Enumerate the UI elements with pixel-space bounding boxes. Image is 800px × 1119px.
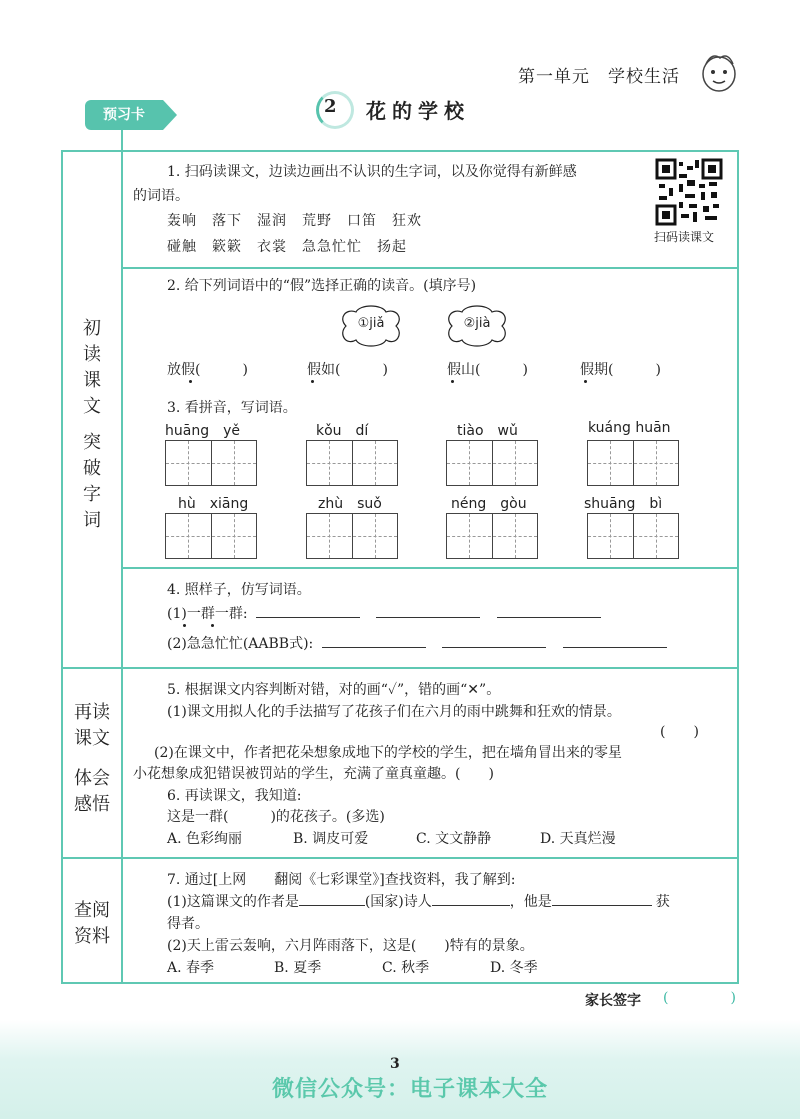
q7-option[interactable]: B. 夏季 (274, 960, 322, 976)
pinyin-label: hù xiāng (178, 496, 249, 512)
q5-answer-paren[interactable]: ( ) (660, 724, 699, 740)
writing-grid[interactable] (446, 513, 538, 559)
q2-item[interactable]: 假期( ) (580, 362, 661, 378)
q1-text-line1: 1. 扫码读课文，边读边画出不认识的生字词，以及你觉得有新鲜感 (167, 164, 577, 180)
pinyin-label: kǒu dí (316, 423, 369, 439)
qr-code-icon[interactable] (655, 158, 723, 226)
pinyin-label: kuáng huān (588, 420, 671, 436)
q6-option[interactable]: C. 文文静静 (416, 831, 492, 847)
unit-heading: 第一单元 学校生活 (518, 67, 680, 87)
section-label-first-reading: 初 读 课 文 突 破 字 词 (83, 318, 101, 531)
q1-word-row: 碰触 簌簌 衣裳 急急忙忙 扬起 (167, 239, 407, 255)
writing-grid[interactable] (587, 440, 679, 486)
answer-blank[interactable] (432, 905, 510, 906)
answer-blank[interactable] (322, 647, 426, 648)
row-divider (121, 567, 739, 569)
q6-text: 6. 再读课文，我知道: (167, 788, 302, 804)
emphasis-dot (584, 380, 587, 383)
pinyin-option-2: ②jià (463, 316, 491, 331)
tab-arrow (163, 100, 177, 130)
answer-blank[interactable] (552, 905, 652, 906)
parent-signature-field[interactable]: () (663, 990, 798, 1006)
q1-text-line2: 的词语。 (133, 188, 189, 204)
emphasis-dot (189, 380, 192, 383)
pinyin-option-1: ①jiǎ (357, 316, 385, 331)
writing-grid[interactable] (306, 440, 398, 486)
wechat-watermark: 微信公众号：电子课本大全 (272, 1077, 549, 1102)
q5-statement-2-cont: 小花想象成犯错误被罚站的学生，充满了童真童趣。( ) (133, 766, 494, 782)
q2-item[interactable]: 假如( ) (307, 362, 388, 378)
preview-card-tab: 预习卡 (85, 100, 163, 130)
emphasis-dot (183, 624, 186, 627)
q3-text: 3. 看拼音，写词语。 (167, 400, 297, 416)
emphasis-dot (451, 380, 454, 383)
frame-divider (121, 130, 123, 984)
page-number: 3 (390, 1056, 400, 1072)
qr-caption: 扫码读课文 (654, 230, 715, 244)
writing-grid[interactable] (306, 513, 398, 559)
q4-line2: (2)急急忙忙(AABB式): (167, 634, 667, 654)
answer-blank[interactable] (563, 647, 667, 648)
writing-grid[interactable] (446, 440, 538, 486)
pinyin-label: zhù suǒ (318, 496, 382, 512)
answer-blank[interactable] (299, 905, 365, 906)
pinyin-label: shuāng bì (584, 496, 663, 512)
writing-grid[interactable] (165, 513, 257, 559)
q6-option[interactable]: B. 调皮可爱 (293, 831, 369, 847)
answer-blank[interactable] (497, 617, 601, 618)
parent-signature-label: 家长签字 (585, 993, 641, 1009)
q5-text: 5. 根据课文内容判断对错，对的画“✓”，错的画“✕”。 (167, 682, 501, 698)
answer-blank[interactable] (376, 617, 480, 618)
q2-item[interactable]: 假山( ) (447, 362, 528, 378)
q4-text: 4. 照样子，仿写词语。 (167, 582, 311, 598)
writing-grid[interactable] (165, 440, 257, 486)
q6-option[interactable]: A. 色彩绚丽 (167, 831, 243, 847)
q5-statement-1: (1)课文用拟人化的手法描写了花孩子们在六月的雨中跳舞和狂欢的情景。 (167, 704, 621, 720)
answer-blank[interactable] (442, 647, 546, 648)
footer-band (0, 1020, 800, 1119)
q7-statement-1-cont: 得者。 (167, 916, 209, 932)
q5-statement-2: (2)在课文中，作者把花朵想象成地下的学校的学生，把在墙角冒出来的零星 (140, 745, 622, 761)
q7-option[interactable]: D. 冬季 (490, 960, 538, 976)
emphasis-dot (311, 380, 314, 383)
section-divider (61, 857, 739, 859)
q7-text: 7. 通过[上网 翻阅《七彩课堂》]查找资料，我了解到: (167, 872, 516, 888)
q2-text: 2. 给下列词语中的“假”选择正确的读音。(填序号) (167, 278, 477, 294)
q6-option[interactable]: D. 天真烂漫 (540, 831, 616, 847)
q1-word-row: 轰响 落下 湿润 荒野 口笛 狂欢 (167, 213, 422, 229)
section-label-research: 查阅 资料 (74, 900, 110, 947)
lesson-title: 花的学校 (366, 99, 470, 123)
answer-blank[interactable] (256, 617, 360, 618)
mascot-icon (698, 50, 740, 94)
lesson-number: 2 (324, 96, 337, 117)
q7-option[interactable]: C. 秋季 (382, 960, 430, 976)
q7-statement-1: (1)这篇课文的作者是 (国家)诗人 ，他是 获 (167, 894, 670, 910)
pinyin-label: néng gòu (451, 496, 527, 512)
pinyin-label: huāng yě (165, 423, 240, 439)
q4-line1: (1)一群一群: (167, 604, 601, 624)
q6-stem: 这是一群( )的花孩子。(多选) (167, 809, 385, 825)
row-divider (121, 267, 739, 269)
emphasis-dot (211, 624, 214, 627)
section-label-rereading: 再读 课文 体会 感悟 (74, 702, 110, 815)
q2-item[interactable]: 放假( ) (167, 362, 248, 378)
q7-option[interactable]: A. 春季 (167, 960, 215, 976)
writing-grid[interactable] (587, 513, 679, 559)
section-divider (61, 667, 739, 669)
pinyin-label: tiào wǔ (457, 423, 518, 439)
q7-statement-2: (2)天上雷云轰响，六月阵雨落下，这是( )特有的景象。 (167, 938, 534, 954)
